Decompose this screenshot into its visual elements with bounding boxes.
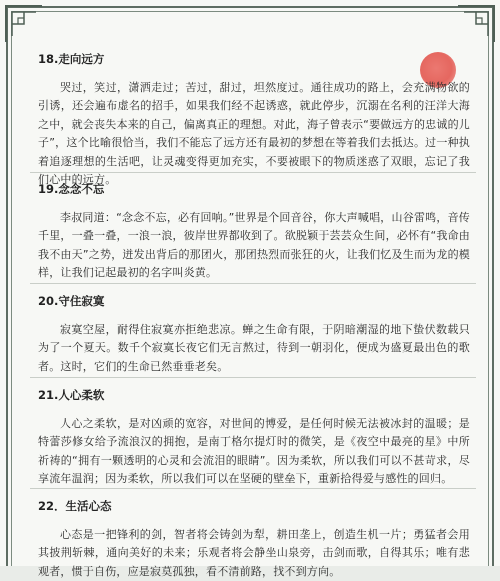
section-body: 李叔同道：“念念不忘，必有回响。”世界是个回音谷，你大声喊唱，山谷雷鸣，音传千里，一叠一叠，一浪一浪，彼岸世界都收到了。欲脱颖于芸芸众生间，必怀有“我命由我不由天”之势，迸发出背后的那团火，那团热烈而张狂的火，让我们忆及生而为龙的模样，让我们记起最初的名字叫炎黄。 (38, 211, 470, 280)
section-20 (38, 292, 470, 376)
section-body: 哭过，笑过，潇洒走过；苦过，甜过，坦然度过。通往成功的路上，会充满物欲的引诱，还会遍布虚名的招手，如果我们经不起诱惑，就此停步，沉溺在名利的汪洋大海之中，就会丧失本来的自己，偏离真正的理想。对此，海子曾表示“要做远方的忠诚的儿子”，这个比喻很恰当，我们不能忘了远方还有最初的梦想在等着我们去抵达。过一种执着追逐理想的生活吧，让灵魂变得更加充实，不要被眼下的物质迷惑了双眼，忘记了我们心中的远方。 (38, 81, 470, 187)
section-body: 人心之柔软，是对凶顽的宽容，对世间的博爱，是任何时候无法被冰封的温暖；是特蕾莎修女给予流浪汉的拥抱，是南丁格尔提灯时的微笑，是《夜空中最亮的星》中所祈祷的“拥有一颗透明的心灵和会流泪的眼睛”。因为柔软，所以我们可以不甚苛求，尽享流年温润；因为柔软，所以我们可以在坚硬的壁垒下，重新拾得爱与感性的回归。 (38, 417, 470, 486)
section-heading: 19.念念不忘 (38, 182, 105, 196)
section-heading: 18.走向远方 (38, 52, 105, 66)
section-heading: 22．生活心态 (38, 499, 112, 513)
section-22 (38, 497, 470, 581)
section-body: 寂寞空屋，耐得住寂寞亦拒绝悲凉。蝉之生命有限，于阴暗潮湿的地下蛰伏数载只为了一个夏天。数千个寂寞长夜它们无言熬过，待到一朝羽化，便成为盛夏最出色的歌者。这时，它们的生命已然垂垂老矣。 (38, 323, 470, 373)
section-divider (30, 488, 476, 489)
section-divider (30, 172, 476, 173)
section-heading: 20.守住寂寞 (38, 294, 105, 308)
section-18 (38, 50, 470, 189)
corner-ornament-icon (454, 2, 498, 46)
section-19 (38, 180, 470, 283)
section-divider (30, 283, 476, 284)
section-divider (30, 377, 476, 378)
section-21 (38, 386, 470, 489)
corner-ornament-icon (2, 2, 46, 46)
section-heading: 21.人心柔软 (38, 388, 105, 402)
section-body: 心态是一把锋利的剑，智者将会铸剑为犁，耕田垄上，创造生机一片；勇猛者会用其披荆斩棘，通向美好的未来；乐观者将会静坐山泉旁，击剑而歌，自得其乐；唯有悲观者，惯于自伤，应是寂莫孤独，看不清前路，找不到方向。 (38, 528, 470, 578)
